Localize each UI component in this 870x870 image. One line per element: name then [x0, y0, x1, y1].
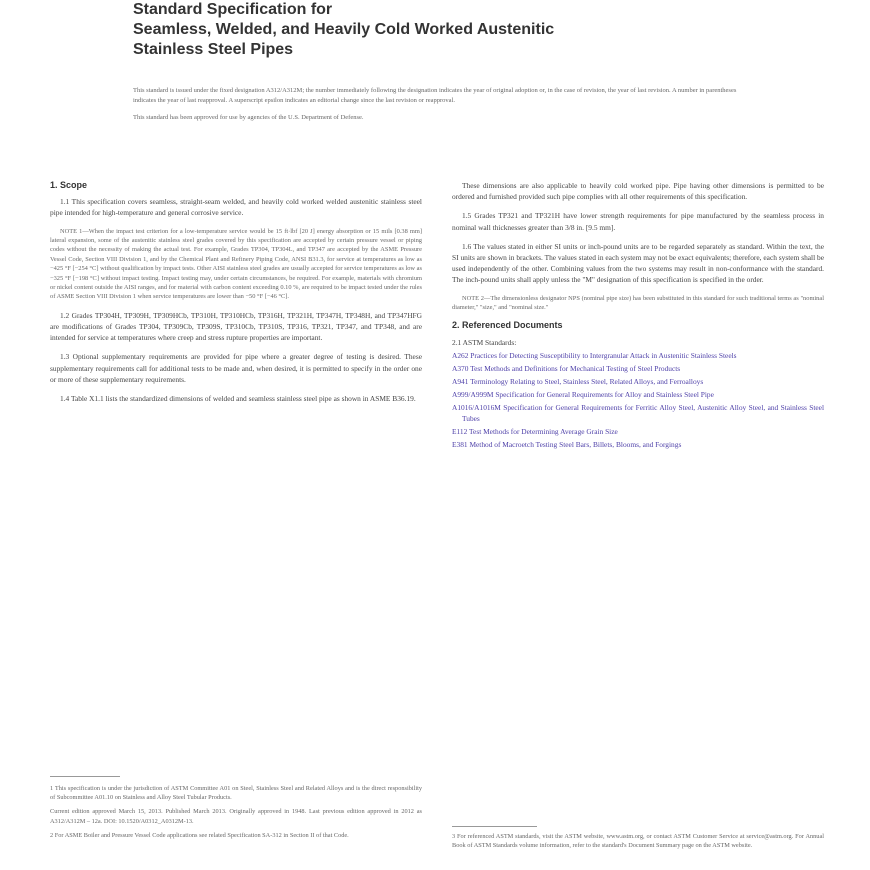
footnote-edition: Current edition approved March 15, 2013. Published March 2013. Originally approved in 1948. Last previous edition approved in 2012 as A312/A312M – 12a. DOI: 10.1520/A0312_A0312M-13. [50, 808, 422, 825]
designation-notice [133, 86, 743, 131]
scope-note-1: NOTE 1—When the impact test criterion for a low-temperature service would be 15 ft·lbf [20 J] energy absorption or 15 mils [0.38 mm] lateral expansion, some of the austenitic stainless steel grades covered by this specification are accepted by certain pressure vessel or piping codes without the necessity of making the actual test. For example, Grades TP304, TP304L, and TP347 are accepted by the ASME Pressure Vessel Code, Section VIII Division 1, and by the Chemical Plant and Refinery Piping Code, ANSI B31.3, for service at temperatures as low as −425 °F [−254 °C] without qualification by impact tests. Other AISI stainless steel grades are usually accepted for service temperatures as low as −325 °F [−198 °C] without impact testing. Impact testing may, under certain circumstances, be required. For example, materials with chromium or nickel content outside the AISI ranges, and for material with carbon content exceeding 0.10 %, are required to be impact tested under the rules of ASME Section VIII Division 1 when service temperatures are lower than −50 °F [−46 °C]. [50, 227, 422, 301]
footnote-3: 3 For referenced ASTM standards, visit the ASTM website, www.astm.org, or contact ASTM Customer Service at service@astm.org. For Annual Book of ASTM Standards volume information, refer to the standard's Document Summary page on the ASTM website. [452, 833, 824, 850]
footnotes-right [452, 832, 824, 850]
footnote-2: 2 For ASME Boiler and Pressure Vessel Code applications see related Specification SA-312 in Section II of that Code. [50, 831, 349, 839]
document-title [133, 0, 773, 60]
scope-paragraph-1-4: 1.4 Table X1.1 lists the standardized dimensions of welded and seamless stainless steel pipe as shown in ASME B36.19. [60, 394, 416, 404]
referenced-documents-heading: 2. Referenced Documents [452, 320, 563, 331]
footnote-divider-left [50, 776, 120, 777]
footnotes-left [50, 784, 422, 845]
scope-paragraph-1-2: 1.2 Grades TP304H, TP309H, TP309HCb, TP310H, TP310HCb, TP316H, TP321H, TP347H, TP348H, and TP347HFG are modifications of Grades TP304, TP309Cb, TP309S, TP310Cb, TP310S, TP316, TP321, TP347, and TP348, and are intended for service at temperatures where creep and stress rupture properties are important. [50, 310, 422, 343]
scope-paragraph-continued: These dimensions are also applicable to heavily cold worked pipe. Pipe having other dimensions is permitted to be ordered and furnished provided such pipe complies with all other requirements of this specification. [452, 181, 824, 202]
designation-paragraph: This standard is issued under the fixed designation A312/A312M; the number immediately following the designation indicates the year of original adoption or, in the case of revision, the year of last revision. A number in parentheses indicates the year of last reapproval. A superscript epsilon indicates an editorial change since the last revision or reapproval. [133, 87, 737, 104]
ref-link-a999[interactable]: A999/A999M Specification for General Requirements for Alloy and Stainless Steel Pipe [452, 389, 714, 399]
title-line-3: Stainless Steel Pipes [133, 41, 294, 58]
right-column [452, 180, 824, 452]
ref-list-item: 2.1 ASTM Standards: [452, 337, 517, 347]
title-line-2: Seamless, Welded, and Heavily Cold Worked Austenitic [133, 21, 555, 38]
ref-link-a1016[interactable]: A1016/A1016M Specification for General Requirements for Ferritic Alloy Steel, Austenitic Alloy Steel, and Stainless Steel Tubes [452, 402, 824, 423]
ref-link-a262[interactable]: A262 Practices for Detecting Susceptibility to Intergranular Attack in Austenitic Stainless Steels [452, 350, 737, 360]
ref-link-e381[interactable]: E381 Method of Macroetch Testing Steel Bars, Billets, Blooms, and Forgings [452, 439, 682, 449]
footnote-1: 1 This specification is under the jurisdiction of ASTM Committee A01 on Steel, Stainless Steel and Related Alloys and is the direct responsibility of Subcommittee A01.10 on Stainless and Alloy Steel Tubular Products. [50, 785, 422, 802]
ref-link-e112[interactable]: E112 Test Methods for Determining Average Grain Size [452, 426, 618, 436]
ref-link-a941[interactable]: A941 Terminology Relating to Steel, Stainless Steel, Related Alloys, and Ferroalloys [452, 376, 704, 386]
footnote-divider-right [452, 826, 537, 827]
dod-approval-paragraph: This standard has been approved for use by agencies of the U.S. Department of Defense. [133, 114, 364, 121]
referenced-documents-list [452, 337, 824, 450]
scope-paragraph-1-3: 1.3 Optional supplementary requirements are provided for pipe where a greater degree of testing is desired. These supplementary requirements call for additional tests to be made and, when desired, it is permitted to specify in the order one or more of these supplementary requirements. [50, 352, 422, 384]
left-column [50, 180, 422, 412]
title-line-1: Standard Specification for [133, 1, 333, 18]
scope-paragraph-1-6: 1.6 The values stated in either SI units or inch-pound units are to be regarded separately as standard. Within the text, the SI units are shown in brackets. The values stated in each system may not be exact equivalents; therefore, each system shall be used independently of the other. Combining values from the two systems may result in non-conformance with the standard. The inch-pound units shall apply unless the "M" designation of this specification is specified in the order. [452, 241, 824, 285]
scope-paragraph-1-1: 1.1 This specification covers seamless, straight-seam welded, and heavily cold worked welded austenitic stainless steel pipe intended for high-temperature and general corrosive service. [50, 197, 422, 218]
scope-heading: 1. Scope [50, 180, 88, 190]
scope-note-2: NOTE 2—The dimensionless designator NPS (nominal pipe size) has been substituted in this standard for such traditional terms as "nominal diameter," "size," and "nominal size." [452, 294, 824, 312]
scope-paragraph-1-5: 1.5 Grades TP321 and TP321H have lower strength requirements for pipe manufactured by the seamless process in nominal wall thicknesses greater than 3/8 in. [9.5 mm]. [452, 211, 824, 232]
ref-link-a370[interactable]: A370 Test Methods and Definitions for Mechanical Testing of Steel Products [452, 363, 681, 373]
